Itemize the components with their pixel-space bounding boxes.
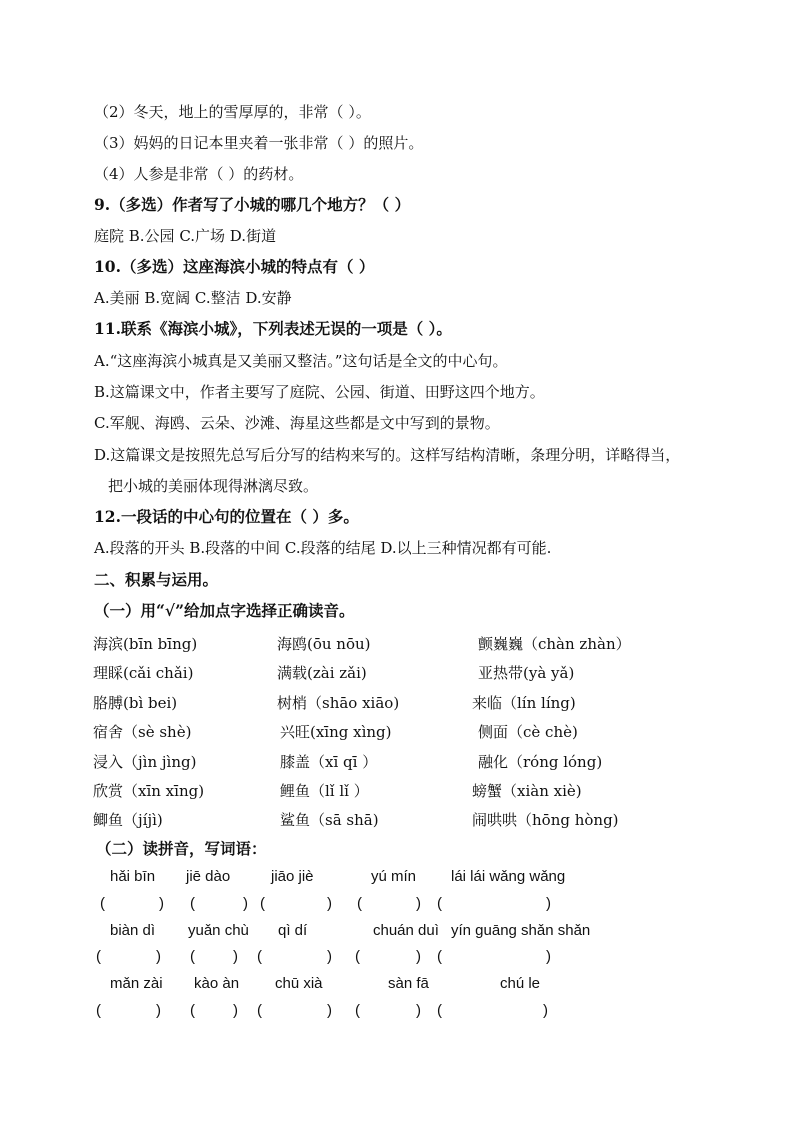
pinyin-choice-item: 理睬(cǎi chǎi) [93, 664, 194, 682]
answer-paren-open: ( [437, 948, 442, 965]
answer-paren-open: ( [355, 948, 360, 965]
answer-paren-open: ( [96, 1002, 101, 1019]
question-heading: 9.（多选）作者写了小城的哪几个地方？（ ） [94, 195, 411, 214]
answer-paren-open: ( [437, 895, 442, 912]
pinyin-choice-item: 海滨(bīn bīng) [93, 635, 198, 653]
pinyin-prompt: jiē dào [186, 868, 231, 885]
pinyin-prompt: sàn fā [388, 975, 429, 992]
answer-paren-close: ) [416, 948, 421, 965]
subsection-heading: （二）读拼音，写词语： [96, 839, 267, 858]
answer-paren-open: ( [355, 1002, 360, 1019]
pinyin-choice-item: 海鸥(ōu nōu) [277, 635, 371, 653]
answer-paren-open: ( [96, 948, 101, 965]
option-line-continued: 把小城的美丽体现得淋漓尽致。 [108, 477, 319, 495]
pinyin-choice-item: 满载(zài zǎi) [277, 664, 367, 682]
pinyin-choice-item: 来临（lín líng) [472, 694, 576, 712]
pinyin-prompt: jiāo jiè [271, 868, 314, 885]
pinyin-prompt: biàn dì [110, 922, 156, 939]
option-line: A.“这座海滨小城真是又美丽又整洁。”这句话是全文的中心句。 [94, 352, 508, 370]
answer-paren-close: ) [243, 895, 248, 912]
pinyin-choice-item: 侧面（cè chè) [478, 723, 578, 741]
answer-paren-close: ) [233, 1002, 238, 1019]
option-line: B.这篇课文中，作者主要写了庭院、公园、街道、田野这四个地方。 [94, 383, 545, 401]
answer-paren-open: ( [190, 895, 195, 912]
pinyin-choice-item: 亚热带(yà yǎ) [478, 664, 575, 682]
pinyin-prompt: chú le [500, 975, 541, 992]
pinyin-prompt: hǎi bīn [110, 868, 156, 885]
question-heading: 10.（多选）这座海滨小城的特点有（ ） [94, 257, 375, 276]
answer-paren-close: ) [416, 1002, 421, 1019]
pinyin-prompt: lái lái wǎng wǎng [451, 868, 566, 885]
answer-paren-close: ) [156, 1002, 161, 1019]
answer-paren-close: ) [327, 1002, 332, 1019]
answer-paren-open: ( [257, 1002, 262, 1019]
question-heading: 11.联系《海滨小城》，下列表述无误的一项是（ ）。 [94, 319, 452, 338]
answer-paren-close: ) [156, 948, 161, 965]
question-line: （3）妈妈的日记本里夹着一张非常（ ）的照片。 [94, 134, 424, 152]
answer-paren-open: ( [190, 948, 195, 965]
pinyin-choice-item: 鲤鱼（lǐ lǐ ） [280, 782, 369, 800]
pinyin-prompt: mǎn zài [110, 975, 163, 992]
question-line: （4）人参是非常（ ）的药材。 [94, 165, 304, 183]
answer-paren-close: ) [546, 895, 551, 912]
answer-paren-close: ) [546, 948, 551, 965]
question-line: （2）冬天，地上的雪厚厚的，非常（ ）。 [94, 103, 371, 121]
pinyin-choice-item: 兴旺(xīng xìng) [280, 723, 392, 741]
subsection-heading: （一）用“√”给加点字选择正确读音。 [94, 601, 355, 620]
pinyin-choice-item: 浸入（jìn jìng) [93, 753, 197, 771]
answer-paren-open: ( [260, 895, 265, 912]
pinyin-choice-item: 胳膊(bì bei) [93, 694, 178, 712]
option-line: C.军舰、海鸥、云朵、沙滩、海星这些都是文中写到的景物。 [94, 414, 500, 432]
answer-paren-close: ) [233, 948, 238, 965]
answer-paren-open: ( [100, 895, 105, 912]
pinyin-prompt: qì dí [278, 922, 308, 939]
answer-paren-open: ( [190, 1002, 195, 1019]
answer-paren-open: ( [357, 895, 362, 912]
answer-paren-open: ( [437, 1002, 442, 1019]
option-line: A.段落的开头 B.段落的中间 C.段落的结尾 D.以上三种情况都有可能. [94, 539, 552, 557]
pinyin-choice-item: 欣赏（xīn xīng) [93, 782, 205, 800]
pinyin-choice-item: 膝盖（xī qī ） [280, 753, 378, 771]
pinyin-choice-item: 鲨鱼（sā shā) [280, 811, 379, 829]
answer-paren-close: ) [327, 948, 332, 965]
pinyin-prompt: yú mín [371, 868, 417, 885]
pinyin-prompt: yín guāng shǎn shǎn [451, 922, 591, 939]
pinyin-prompt: chuán duì [373, 922, 439, 939]
pinyin-choice-item: 鲫鱼（jíjì) [93, 811, 163, 829]
pinyin-choice-item: 螃蟹（xiàn xiè) [472, 782, 582, 800]
pinyin-prompt: yuǎn chù [188, 922, 249, 939]
option-line: 庭院 B.公园 C.广场 D.街道 [94, 227, 277, 245]
pinyin-choice-item: 闹哄哄（hōng hòng) [472, 811, 619, 829]
pinyin-choice-item: 融化（róng lóng) [478, 753, 603, 771]
option-line: D.这篇课文是按照先总写后分写的结构来写的。这样写结构清晰，条理分明，详略得当， [94, 446, 681, 464]
answer-paren-close: ) [159, 895, 164, 912]
option-line: A.美丽 B.宽阔 C.整洁 D.安静 [94, 289, 292, 307]
pinyin-choice-item: 宿舍（sè shè) [93, 723, 192, 741]
answer-paren-open: ( [257, 948, 262, 965]
section-heading: 二、积累与运用。 [94, 570, 219, 589]
answer-paren-close: ) [327, 895, 332, 912]
pinyin-choice-item: 树梢（shāo xiāo) [277, 694, 400, 712]
pinyin-choice-item: 颤巍巍（chàn zhàn） [478, 635, 631, 653]
pinyin-prompt: chū xià [275, 975, 323, 992]
answer-paren-close: ) [543, 1002, 548, 1019]
question-heading: 12.一段话的中心句的位置在（ ）多。 [94, 507, 359, 526]
pinyin-prompt: kào àn [194, 975, 240, 992]
answer-paren-close: ) [416, 895, 421, 912]
